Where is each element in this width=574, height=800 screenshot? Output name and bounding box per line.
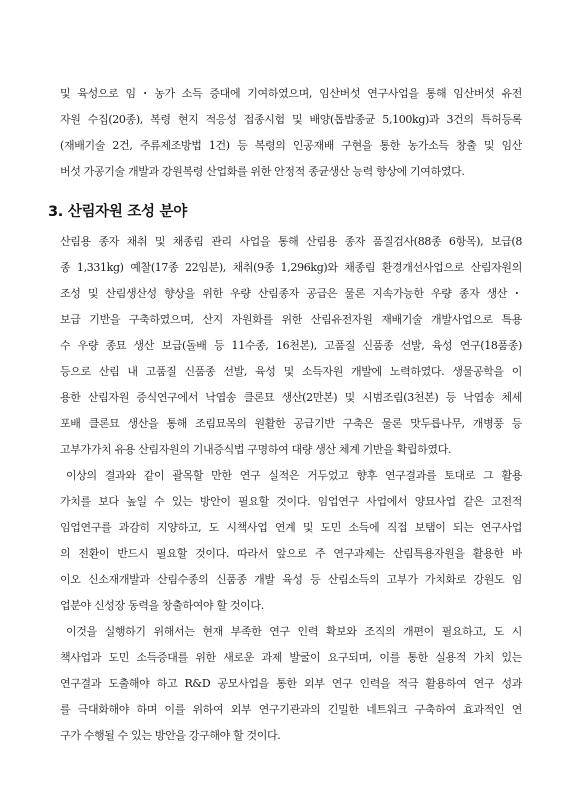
intro-line: (재배기술 2건, 주류제조방법 1건) 등 복령의 인공재배 구현을 통한 농가소득 창출 및 임산: [60, 139, 522, 152]
paragraph-line: 종 1,331kg) 예찰(17종 22임분), 채취(9종 1,296kg)와 채종림 환경개선사업으로 산림자원의: [60, 261, 522, 274]
section3-paragraph-2: [60, 463, 522, 619]
paragraph-line: 가치를 보다 높일 수 있는 방안이 필요할 것이다. 임업연구 사업에서 양묘사업 같은 고전적: [60, 495, 522, 508]
paragraph-line: 구가 수행될 수 있는 방안을 강구해야 할 것이다.: [60, 729, 281, 742]
paragraph-line: 포배 클론묘 생산을 통해 조림묘목의 원활한 공급기반 구축은 물론 맛두릅나무, 개병풍 등: [60, 417, 522, 430]
paragraph-line: 조성 및 산림생산성 향상을 위한 우량 산림종자 공급은 물론 지속가능한 우량 종자 생산・: [60, 287, 522, 300]
paragraph-line: 이것을 실행하기 위해서는 현재 부족한 연구 인력 확보와 조직의 개편이 필요하고, 도 시: [66, 625, 522, 638]
paragraph-line: 임업연구를 과감히 지양하고, 도 시책사업 연계 및 도민 소득에 직접 보탬이 되는 연구사업: [60, 521, 522, 534]
paragraph-line: 용한 산림자원 증식연구에서 낙엽송 클론묘 생산(2만본) 및 시범조림(3천본) 등 낙엽송 체세: [60, 391, 522, 404]
paragraph-line: 수 우량 종묘 생산 보급(돌배 등 11수종, 16천본), 고품질 신품종 선발, 육성 연구(18품종): [60, 339, 522, 352]
paragraph-line: 업분야 신성장 동력을 창출하여야 할 것이다.: [60, 599, 264, 612]
paragraph-line: 연구결과 도출해야 하고 R&D 공모사업을 통한 외부 연구 인력을 적극 활용하여 연구 성과: [60, 677, 522, 690]
intro-line: 및 육성으로 임・농가 소득 증대에 기여하였으며, 임산버섯 연구사업을 통해 임산버섯 유전: [60, 87, 522, 100]
intro-line: 버섯 가공기술 개발과 강원복령 산업화를 위한 안정적 종균생산 능력 향상에 기여하였다.: [60, 165, 465, 178]
paragraph-line: 를 극대화해야 하며 이를 위하여 외부 연구기관과의 긴밀한 네트워크 구축하여 효과적인 연: [60, 703, 522, 716]
section3-paragraph-3: [60, 619, 522, 749]
intro-paragraph: [60, 81, 522, 185]
paragraph-line: 고부가가치 유용 산림자원의 기내증식법 구명하여 대량 생산 체계 기반을 확립하였다.: [60, 443, 452, 456]
section-heading: 3. 산림자원 조성 분야: [48, 204, 187, 220]
paragraph-line: 의 전환이 반드시 필요할 것이다. 따라서 앞으로 주 연구과제는 산림특용자원을 활용한 바: [60, 547, 522, 560]
paragraph-line: 책사업과 도민 소득증대를 위한 새로운 과제 발굴이 요구되며, 이를 통한 실용적 가치 있는: [60, 651, 522, 664]
paragraph-line: 이오 신소재개발과 산림수종의 신품종 개발 육성 등 산림소득의 고부가 가치화로 강원도 임: [60, 573, 522, 586]
paragraph-line: 이상의 결과와 같이 괄목할 만한 연구 실적은 거두었고 향후 연구결과를 토대로 그 활용: [66, 469, 522, 482]
intro-line: 자원 수집(20종), 복령 현지 적응성 접종시험 및 배양(톱밥종균 5,100kg)과 3건의 특허등록: [60, 113, 522, 126]
paragraph-line: 등으로 산림 내 고품질 신품종 선발, 육성 및 소득자원 개발에 노력하였다. 생물공학을 이: [60, 365, 522, 378]
paragraph-line: 산림용 종자 채취 및 채종림 관리 사업을 통해 산림용 종자 품질검사(88종 6항목), 보급(8: [60, 235, 522, 248]
paragraph-line: 보급 기반을 구축하였으며, 산지 자원화를 위한 산림유전자원 재배기술 개발사업으로 특용: [60, 313, 522, 326]
section3-paragraph-1: [60, 229, 522, 463]
